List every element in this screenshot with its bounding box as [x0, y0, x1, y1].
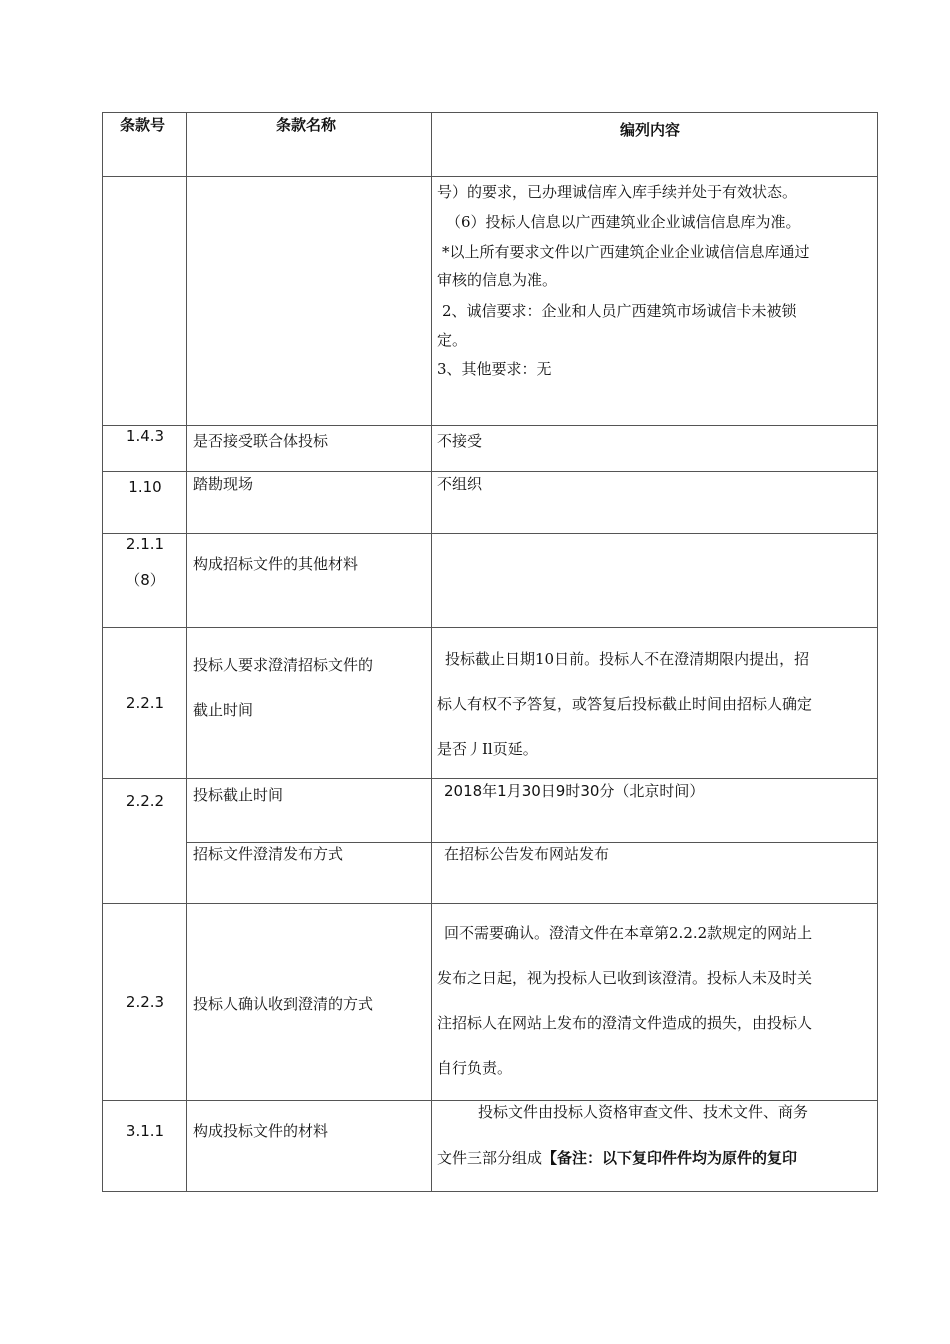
content-line: 2、诚信要求：企业和人员广西建筑市场诚信卡未被锁 — [442, 302, 797, 320]
clause-number: 2.1.1 — [125, 535, 165, 553]
row-divider — [103, 176, 877, 177]
row-divider — [103, 533, 877, 534]
row-divider — [103, 471, 877, 472]
content-line: 审核的信息为准。 — [437, 271, 558, 289]
clause-name: 踏勘现场 — [193, 475, 254, 493]
clause-content-line: 投标文件由投标人资格审查文件、技术文件、商务 — [478, 1103, 809, 1121]
clause-content-line: 是否丿Il页延。 — [437, 740, 538, 758]
content-line: 定。 — [437, 331, 468, 349]
header-clause-number: 条款号 — [120, 116, 166, 134]
clause-number: 3.1.1 — [125, 1122, 165, 1140]
clause-name: 构成投标文件的材料 — [193, 1122, 329, 1140]
clause-name: 投标人要求澄清招标文件的 — [193, 656, 374, 674]
clause-name: 构成招标文件的其他材料 — [193, 555, 359, 573]
clause-content: 不接受 — [437, 432, 483, 450]
header-content: 编列内容 — [620, 121, 681, 139]
clause-content-line — [437, 1149, 797, 1167]
clause-name: 投标截止时间 — [193, 786, 284, 804]
clause-name: 招标文件澄清发布方式 — [193, 845, 344, 863]
row-divider — [103, 903, 877, 904]
content-bold-note: 【备注：以下复印件件均为原件的复印 — [542, 1149, 798, 1167]
clause-content-line: 回不需要确认。澄清文件在本章第2.2.2款规定的网站上 — [444, 924, 813, 942]
row-divider — [103, 778, 877, 779]
clause-content-line: 标人有权不予答复，或答复后投标截止时间由招标人确定 — [437, 695, 813, 713]
clause-content-line: 投标截止日期10日前。投标人不在澄清期限内提出，招 — [445, 650, 810, 668]
row-divider — [103, 425, 877, 426]
clause-content-line: 发布之日起，视为投标人已收到该澄清。投标人未及时关 — [437, 969, 813, 987]
content-plain: 文件三部分组成 — [437, 1149, 543, 1167]
clause-number: 2.2.3 — [125, 993, 165, 1011]
clause-content-line: 自行负责。 — [437, 1059, 513, 1077]
clause-name: 投标人确认收到澄清的方式 — [193, 995, 374, 1013]
col-divider-1 — [186, 113, 187, 1191]
clause-content-line: 注招标人在网站上发布的澄清文件造成的损失，由投标人 — [437, 1014, 813, 1032]
clause-number-sub: （8） — [125, 571, 165, 589]
clause-content: 不组织 — [437, 475, 483, 493]
clause-name: 是否接受联合体投标 — [193, 432, 329, 450]
clause-number: 1.4.3 — [125, 427, 165, 445]
row-divider — [103, 627, 877, 628]
content-line: 号）的要求，已办理诚信库入库手续并处于有效状态。 — [437, 183, 798, 201]
clause-content: 2018年1月30日9时30分（北京时间） — [444, 782, 705, 800]
row-divider — [103, 1100, 877, 1101]
clause-number: 2.2.1 — [125, 694, 165, 712]
clause-number: 1.10 — [128, 478, 162, 496]
clause-content: 在招标公告发布网站发布 — [444, 845, 610, 863]
col-divider-2 — [431, 113, 432, 1191]
row-divider-partial — [186, 842, 877, 843]
clause-name: 截止时间 — [193, 701, 254, 719]
content-line: *以上所有要求文件以广西建筑企业企业诚信信息库通过 — [442, 243, 810, 261]
clause-number: 2.2.2 — [125, 792, 165, 810]
content-line: （6）投标人信息以广西建筑业企业诚信信息库为准。 — [446, 213, 801, 231]
header-clause-name: 条款名称 — [276, 116, 337, 134]
content-line: 3、其他要求：无 — [437, 360, 552, 378]
